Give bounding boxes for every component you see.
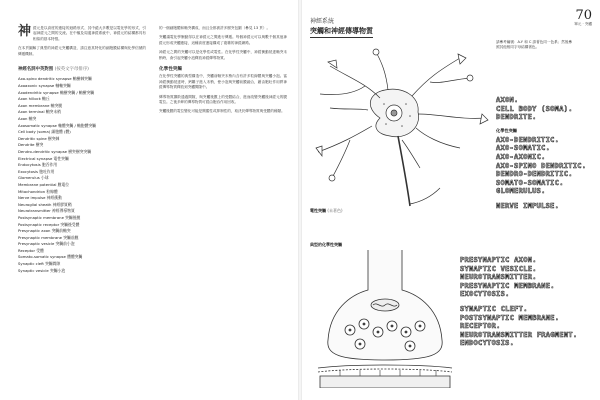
chem-synapse-caption: 典型的化學性突觸 (310, 242, 342, 247)
vocab-item: Presynaptic axon 突觸前軸突 (18, 228, 71, 234)
neuron-synapse-illustration (310, 48, 490, 208)
vocab-item: Electrical synapse 電性突觸 (18, 155, 69, 161)
electrical-synapse-sub: (未著色) (327, 208, 343, 213)
vocab-item: Neurotransmitter 神經傳導物質 (18, 208, 75, 214)
paragraph: 在化學性突觸的典型構造中，突觸前軸突末梢內含有許多粒線體與突觸小泡。當神經衝動抵達時，鈣離子進入末梢，使小泡與突觸前膜融合，藉由胞吐作用將神經傳導物質釋放到突觸間隙中。 (159, 74, 287, 90)
left-column-1 (18, 26, 146, 274)
paragraph: 突觸後膜的電位變化可能是興奮性或抑制性的，取決於傳導物質與受體的種類。 (159, 109, 285, 114)
vocab-item: Postsynaptic receptor 突觸後受體 (18, 221, 80, 227)
left-column-2 (159, 26, 287, 119)
vocab-item: Presynaptic membrane 突觸前膜 (18, 234, 79, 240)
paragraph: 在本頁圖解了典型的神經元突觸構造，請注意其特化的細胞膜結構與化學信號的傳遞機制。 (18, 46, 146, 56)
outlined-label: ENDOCYTOSIS. (460, 339, 515, 348)
chemical-synapse-illustration (310, 250, 460, 388)
outlined-label: PRESYNAPTIC AXON. (460, 256, 537, 264)
vocab-item: Mitochondrion 粒線體 (18, 188, 58, 194)
vocab-item: Glomerulus 小球 (18, 175, 49, 181)
outlined-label: GLOMERULUS. (496, 187, 546, 196)
block-group-synapse-types (496, 136, 588, 196)
paragraph: 的一個細胞體和軸突構成，而且全都被許多樹突包圍（參見 13 頁）。 (159, 26, 271, 30)
section-title: 突觸和神經傳導物質 (310, 26, 373, 38)
outlined-label: SYNAPTIC VESICLE. (460, 264, 537, 273)
vocab-title (18, 67, 146, 74)
outlined-label: AXO-DENDRITIC. (496, 135, 560, 144)
page-number: 70 (575, 8, 592, 23)
outlined-label: SYNAPTIC CLEFT. (460, 304, 528, 313)
vocab-item: Synaptic vesicle 突觸小泡 (18, 267, 66, 273)
outlined-label: NEUROTRANSMITTER FRAGMENT. (460, 330, 578, 339)
electrical-synapse-caption (310, 208, 343, 214)
outlined-label: RECEPTOR. (460, 322, 501, 331)
vocab-title-text: 神經名詞中英對照 (18, 67, 54, 73)
outlined-label: DENDRO-DENDRITIC. (496, 170, 573, 179)
section-label: 神經系統 (310, 18, 335, 25)
vocab-item: Membrane potential 膜電位 (18, 181, 70, 187)
vocab-item: Axon membrane 軸突膜 (18, 102, 63, 108)
label-blocks-bottom (460, 256, 590, 354)
vocab-item: Somato-somatic synapse 體體突觸 (18, 254, 83, 260)
vocab-list (18, 76, 146, 274)
vocab-item: Dendritic spine 樹突棘 (18, 135, 60, 141)
coloring-instructions: 請參考編號：A-Y 和 C 請著色同一色系；然後參照其他相同字母結構著色。 (496, 40, 573, 50)
vocab-item: Dendrite 樹突 (18, 142, 44, 148)
label-blocks-top (496, 96, 588, 217)
dropcap: 神 (18, 24, 32, 39)
intro-paragraph (18, 26, 146, 42)
vocab-item: Axo-spino dendritic synapse 軸樹棘突觸 (18, 76, 92, 82)
vocab-item: Presynaptic vesicle 突觸前小泡 (18, 241, 75, 247)
vocab-item: Neuroglial sheath 神經膠質鞘 (18, 201, 72, 207)
outlined-label: PRESYNAPTIC MEMBRANE. (460, 281, 555, 290)
outlined-label: AXON. (496, 96, 519, 104)
outlined-label: NERVE IMPULSE. (496, 201, 560, 210)
outlined-label: SOMATO-SOMATIC. (496, 178, 564, 187)
electrical-synapse-label: 電性突觸 (310, 208, 326, 213)
block-group-neuron (496, 96, 588, 122)
vocab-item: Cell body (soma) 細胞體 (體) (18, 129, 71, 135)
vocab-item: Receptor 受體 (18, 247, 44, 253)
outlined-label: DENDRITE. (496, 113, 537, 122)
outlined-label: EXOCYTOSIS. (460, 290, 510, 299)
left-page (18, 26, 290, 386)
vocab-item: Endocytosis 胞吞作用 (18, 162, 58, 168)
outlined-label: AXO-SPINO DENDRITIC. (496, 161, 587, 170)
block-group-presynaptic (460, 256, 590, 299)
page-subtitle: 單元 · 突觸 (574, 22, 592, 26)
outlined-label: AXO-SOMATIC. (496, 144, 551, 153)
chem-synapse-types-heading: 化學性突觸 (496, 127, 517, 133)
right-page (310, 10, 592, 390)
intro-text: 經元是以高度的連接的迴路形式、其中絕大多數是以電化學的形式，引起神經元之間的交流。在中樞及周邊神經系統中，神經元的結構都具有相似的基本特徵。 (33, 26, 146, 41)
outlined-label: CELL BODY (SOMA). (496, 104, 573, 113)
chem-synapse-heading: 化學性突觸 (159, 67, 182, 73)
vocab-subtitle: (按英文字母排序) (54, 67, 89, 73)
vocab-item: Axoaxonic synapse 軸軸突觸 (18, 83, 71, 89)
vocab-item: Axon terminal 軸突末梢 (18, 109, 61, 115)
outlined-label: POSTSYNAPTIC MEMBRANE. (460, 313, 560, 322)
book-gutter (298, 0, 302, 400)
page-header (574, 10, 592, 27)
vocab-item: Dendro-dendritic synapse 樹突樹突突觸 (18, 148, 92, 154)
outlined-label: NEUROTRANSMITTER. (460, 273, 537, 282)
vocab-item: Synaptic cleft 突觸間隙 (18, 261, 61, 267)
vocab-item: Axon 軸突 (18, 116, 37, 121)
vocab-item: Axon hillock 軸丘 (18, 96, 50, 102)
outlined-label: AXO-AXONIC. (496, 152, 546, 161)
vocab-item: Postsynaptic membrane 突觸後膜 (18, 214, 81, 220)
vocab-item: Nerve impulse 神經衝動 (18, 195, 62, 201)
paragraph: 神經元之間的突觸可以是化學性或電性。在化學性突觸中，神經衝動抵達軸突末梢時，會引起突觸小泡釋放神經傳導物質。 (159, 50, 287, 60)
paragraph: 突觸讓電化學衝動得以在神經元之間進行傳遞。每個神經元可以與數千個其他神經元形成突觸連接，這種高度連接構成了複雜的神經網路。 (159, 35, 287, 45)
block-group-postsynaptic (460, 305, 590, 348)
vocab-item: Exocytosis 胞吐作用 (18, 168, 55, 174)
block-group-impulse (496, 202, 588, 211)
paragraph: 傳導物質擴散通過間隙，與突觸後膜上的受體結合，進而改變突觸後神經元的膜電位。之後多餘的傳導物質可經由胞吞作用回收。 (159, 94, 287, 105)
vocab-item: Axodendritic synapse 軸樹突觸 / 軸樹突觸 (18, 89, 95, 95)
vocab-item: Axosomatic synapse 軸體突觸 / 軸胞體突觸 (18, 122, 96, 128)
